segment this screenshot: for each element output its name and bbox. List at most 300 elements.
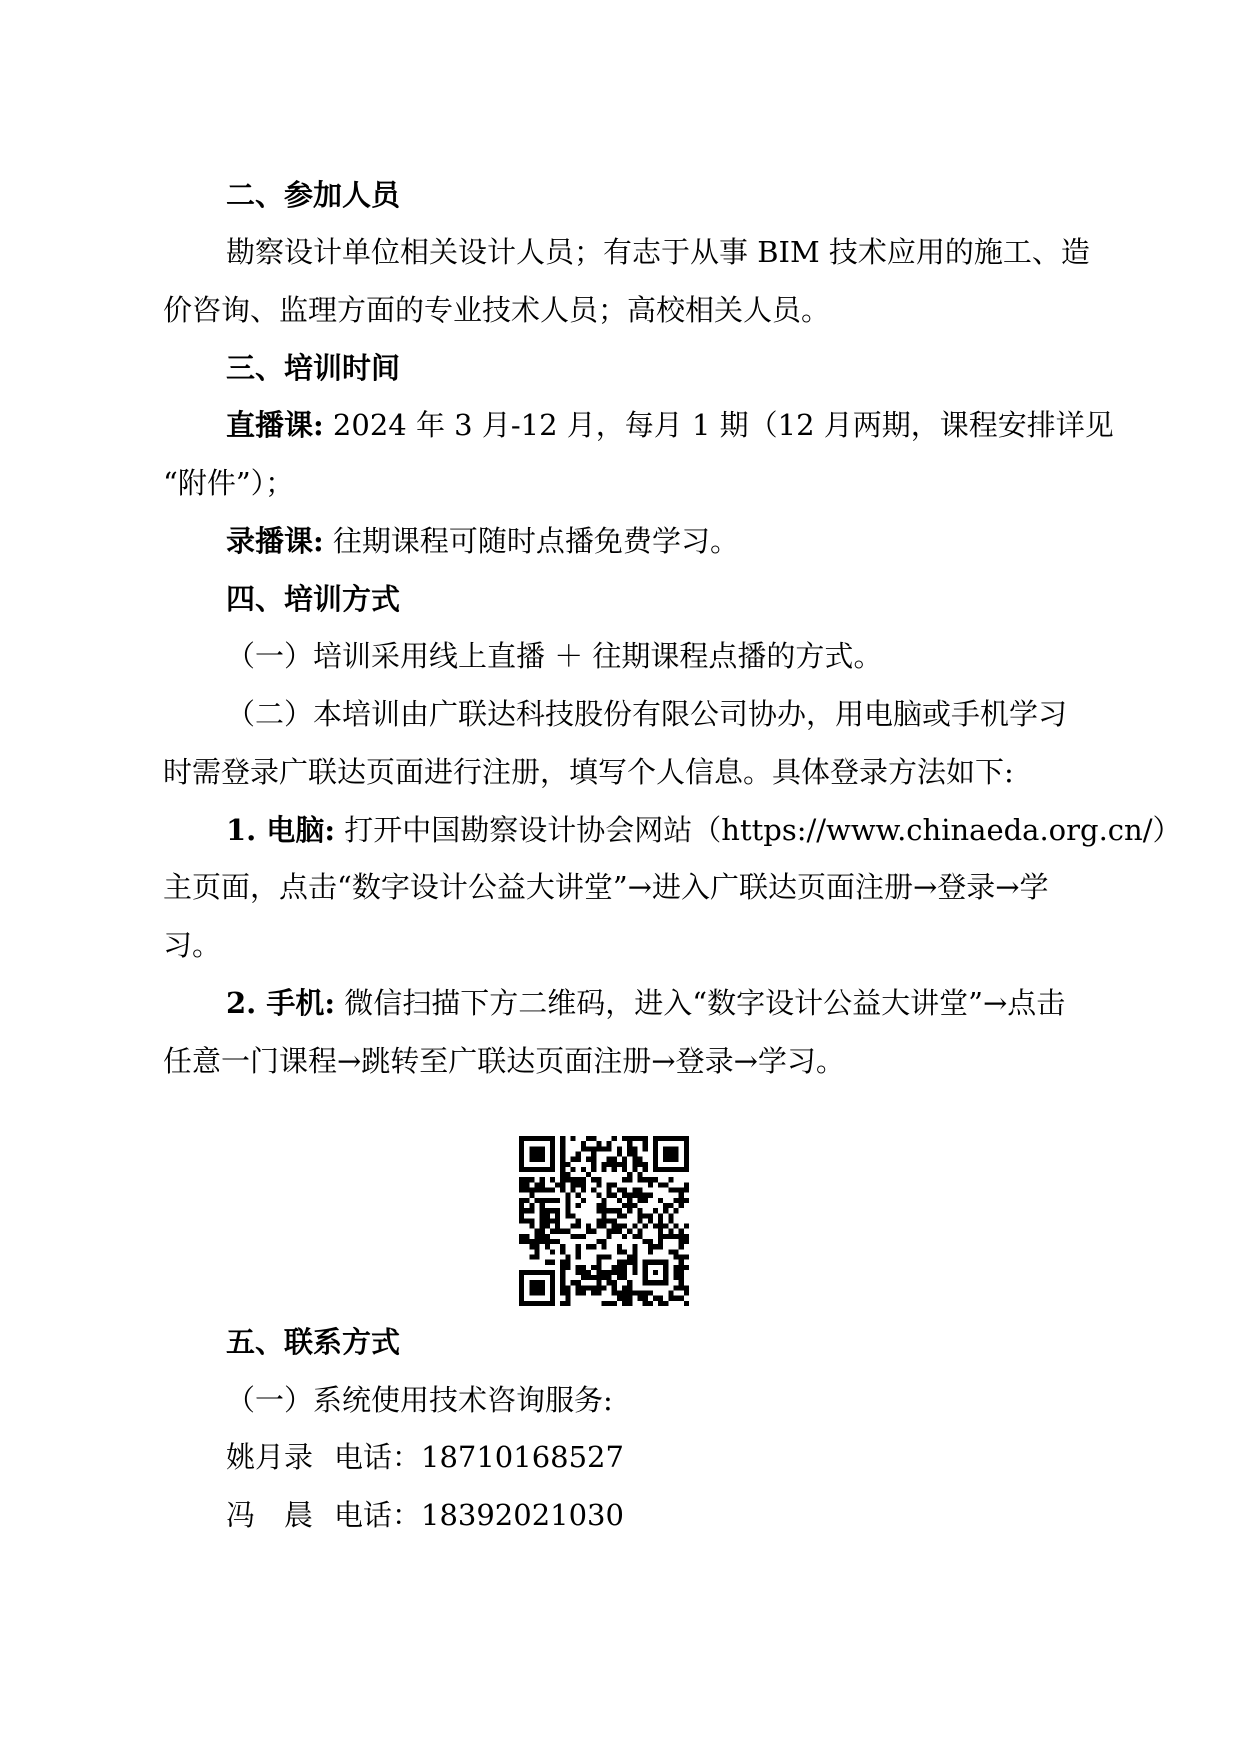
qr-module: [565, 1265, 570, 1270]
qr-module: [565, 1301, 570, 1306]
qr-module: [576, 1193, 581, 1198]
contact-phone: 电话：18710168527: [334, 1440, 624, 1474]
qr-module: [684, 1198, 689, 1203]
qr-module: [565, 1254, 570, 1259]
qr-module: [607, 1162, 612, 1167]
qr-module: [540, 1203, 545, 1208]
qr-module: [591, 1285, 596, 1290]
qr-module: [637, 1177, 642, 1182]
qr-module: [555, 1213, 560, 1218]
qr-module: [591, 1244, 596, 1249]
qr-module: [637, 1291, 642, 1296]
mobile-instructions-line1: [226, 983, 1065, 1023]
qr-module: [674, 1296, 679, 1301]
qr-module: [596, 1203, 601, 1208]
qr-module: [622, 1193, 627, 1198]
qr-module: [668, 1213, 673, 1218]
qr-module: [679, 1229, 684, 1234]
qr-code: [519, 1136, 689, 1306]
qr-module: [674, 1265, 679, 1270]
qr-module: [560, 1162, 565, 1167]
qr-module: [607, 1280, 612, 1285]
qr-module: [586, 1172, 591, 1177]
qr-module: [627, 1291, 632, 1296]
qr-module: [637, 1188, 642, 1193]
qr-module: [519, 1188, 524, 1193]
qr-module: [627, 1193, 632, 1198]
qr-module: [612, 1265, 617, 1270]
qr-module: [622, 1270, 627, 1275]
qr-module: [607, 1193, 612, 1198]
qr-module: [545, 1213, 550, 1218]
qr-module: [534, 1254, 539, 1259]
qr-module: [617, 1296, 622, 1301]
qr-module: [601, 1208, 606, 1213]
qr-module: [632, 1270, 637, 1275]
qr-module: [560, 1172, 565, 1177]
qr-module: [622, 1188, 627, 1193]
qr-module: [571, 1280, 576, 1285]
qr-module: [601, 1224, 606, 1229]
qr-module: [591, 1229, 596, 1234]
qr-module: [663, 1301, 668, 1306]
qr-module: [581, 1291, 586, 1296]
qr-module: [601, 1146, 606, 1151]
qr-module: [529, 1244, 534, 1249]
qr-module: [540, 1213, 545, 1218]
qr-module: [534, 1229, 539, 1234]
qr-module: [622, 1167, 627, 1172]
qr-module: [540, 1229, 545, 1234]
qr-module: [627, 1177, 632, 1182]
qr-module: [658, 1218, 663, 1223]
qr-module: [612, 1285, 617, 1290]
qr-module: [596, 1260, 601, 1265]
qr-module: [555, 1218, 560, 1223]
qr-module: [545, 1188, 550, 1193]
qr-module: [627, 1301, 632, 1306]
qr-module: [540, 1182, 545, 1187]
qr-module: [607, 1229, 612, 1234]
qr-module: [571, 1188, 576, 1193]
qr-module: [637, 1136, 642, 1141]
qr-module: [601, 1203, 606, 1208]
qr-module: [591, 1265, 596, 1270]
qr-module: [581, 1146, 586, 1151]
qr-module: [653, 1244, 658, 1249]
qr-module: [679, 1254, 684, 1259]
qr-module: [560, 1260, 565, 1265]
qr-module: [658, 1234, 663, 1239]
qr-module: [560, 1301, 565, 1306]
qr-module: [607, 1141, 612, 1146]
qr-module: [679, 1203, 684, 1208]
qr-module: [591, 1146, 596, 1151]
qr-module: [627, 1229, 632, 1234]
qr-module: [581, 1141, 586, 1146]
qr-module: [684, 1234, 689, 1239]
qr-module: [596, 1141, 601, 1146]
qr-module: [529, 1208, 534, 1213]
qr-module: [534, 1182, 539, 1187]
qr-module: [617, 1244, 622, 1249]
qr-module: [663, 1234, 668, 1239]
qr-module: [545, 1244, 550, 1249]
contact-phone: 电话：18392021030: [334, 1498, 624, 1532]
qr-module: [632, 1193, 637, 1198]
qr-module: [637, 1157, 642, 1162]
qr-module: [555, 1229, 560, 1234]
qr-module: [519, 1198, 524, 1203]
qr-module: [653, 1177, 658, 1182]
qr-module: [545, 1234, 550, 1239]
qr-module: [591, 1167, 596, 1172]
qr-module: [519, 1177, 524, 1182]
qr-module: [617, 1270, 622, 1275]
qr-module: [679, 1244, 684, 1249]
qr-module: [540, 1234, 545, 1239]
qr-module: [617, 1275, 622, 1280]
qr-module: [612, 1193, 617, 1198]
qr-module: [674, 1198, 679, 1203]
qr-module: [560, 1136, 565, 1141]
qr-module: [648, 1301, 653, 1306]
qr-module: [581, 1270, 586, 1275]
recorded-course-label: 录播课:: [226, 524, 324, 558]
qr-module: [684, 1224, 689, 1229]
qr-module: [632, 1162, 637, 1167]
qr-module: [576, 1265, 581, 1270]
qr-module: [576, 1244, 581, 1249]
recorded-course-text: 往期课程可随时点播免费学习。: [323, 524, 739, 558]
qr-module: [540, 1218, 545, 1223]
qr-module: [591, 1291, 596, 1296]
qr-module: [679, 1285, 684, 1290]
qr-module: [601, 1218, 606, 1223]
qr-module: [648, 1182, 653, 1187]
qr-module: [612, 1229, 617, 1234]
qr-module: [571, 1177, 576, 1182]
qr-module: [524, 1218, 529, 1223]
qr-module: [581, 1285, 586, 1290]
mobile-instructions-line2: 任意一门课程→跳转至广联达页面注册→登录→学习。: [163, 1044, 845, 1078]
qr-module: [571, 1157, 576, 1162]
qr-module: [658, 1213, 663, 1218]
qr-module: [617, 1188, 622, 1193]
qr-module: [565, 1203, 570, 1208]
qr-module: [581, 1275, 586, 1280]
qr-module: [637, 1162, 642, 1167]
qr-module: [524, 1239, 529, 1244]
qr-module: [684, 1285, 689, 1290]
qr-module: [612, 1270, 617, 1275]
qr-module: [632, 1249, 637, 1254]
qr-module: [571, 1136, 576, 1141]
qr-module: [612, 1182, 617, 1187]
method-item-2-line1: （二）本培训由广联达科技股份有限公司协办，用电脑或手机学习: [226, 697, 1068, 731]
qr-module: [627, 1280, 632, 1285]
qr-module: [684, 1182, 689, 1187]
qr-module: [627, 1203, 632, 1208]
qr-module: [534, 1249, 539, 1254]
qr-module: [679, 1270, 684, 1275]
qr-finder-top-right: [653, 1136, 689, 1172]
qr-module: [540, 1177, 545, 1182]
qr-module: [607, 1182, 612, 1187]
qr-module: [560, 1182, 565, 1187]
qr-module: [524, 1234, 529, 1239]
qr-module: [550, 1218, 555, 1223]
qr-module: [540, 1239, 545, 1244]
qr-module: [679, 1296, 684, 1301]
qr-module: [581, 1182, 586, 1187]
qr-module: [653, 1224, 658, 1229]
qr-module: [632, 1244, 637, 1249]
qr-module: [622, 1224, 627, 1229]
qr-module: [622, 1203, 627, 1208]
qr-module: [529, 1218, 534, 1223]
qr-module: [674, 1188, 679, 1193]
qr-finder-bottom-left: [519, 1270, 555, 1306]
qr-module: [679, 1239, 684, 1244]
qr-module: [627, 1172, 632, 1177]
qr-module: [643, 1167, 648, 1172]
qr-module: [601, 1270, 606, 1275]
qr-module: [596, 1280, 601, 1285]
qr-module: [674, 1285, 679, 1290]
qr-module: [565, 1172, 570, 1177]
qr-module: [648, 1213, 653, 1218]
qr-module: [565, 1198, 570, 1203]
qr-module: [560, 1275, 565, 1280]
qr-module: [643, 1239, 648, 1244]
qr-module: [586, 1146, 591, 1151]
qr-module: [524, 1182, 529, 1187]
qr-module: [540, 1224, 545, 1229]
qr-module: [540, 1198, 545, 1203]
qr-module: [643, 1177, 648, 1182]
qr-module: [555, 1224, 560, 1229]
qr-module: [684, 1239, 689, 1244]
qr-module: [674, 1234, 679, 1239]
qr-module: [632, 1254, 637, 1259]
qr-module: [632, 1136, 637, 1141]
qr-module: [674, 1249, 679, 1254]
qr-module: [622, 1249, 627, 1254]
qr-module: [607, 1275, 612, 1280]
qr-module: [668, 1234, 673, 1239]
qr-module: [560, 1265, 565, 1270]
qr-module: [668, 1229, 673, 1234]
qr-module: [617, 1224, 622, 1229]
qr-module: [545, 1224, 550, 1229]
qr-module: [560, 1229, 565, 1234]
qr-module: [643, 1146, 648, 1151]
qr-module: [668, 1177, 673, 1182]
qr-module: [679, 1260, 684, 1265]
qr-module: [627, 1260, 632, 1265]
qr-module: [632, 1260, 637, 1265]
qr-module: [658, 1244, 663, 1249]
qr-module: [607, 1234, 612, 1239]
qr-module: [617, 1208, 622, 1213]
qr-module: [596, 1193, 601, 1198]
qr-module: [560, 1188, 565, 1193]
qr-module: [560, 1270, 565, 1275]
qr-module: [653, 1296, 658, 1301]
qr-module: [658, 1301, 663, 1306]
qr-module: [519, 1182, 524, 1187]
qr-module: [617, 1229, 622, 1234]
qr-module: [643, 1136, 648, 1141]
qr-module: [617, 1146, 622, 1151]
qr-module: [612, 1224, 617, 1229]
qr-module: [627, 1146, 632, 1151]
qr-module: [571, 1224, 576, 1229]
qr-module: [643, 1162, 648, 1167]
qr-module: [560, 1249, 565, 1254]
qr-module: [612, 1218, 617, 1223]
qr-module: [576, 1270, 581, 1275]
qr-module: [529, 1188, 534, 1193]
qr-module: [576, 1203, 581, 1208]
mobile-text: 微信扫描下方二维码，进入“数字设计公益大讲堂”→点击: [335, 986, 1066, 1020]
qr-module: [576, 1151, 581, 1156]
qr-module: [524, 1188, 529, 1193]
qr-module: [612, 1291, 617, 1296]
qr-module: [555, 1198, 560, 1203]
qr-module: [637, 1198, 642, 1203]
qr-module: [663, 1203, 668, 1208]
qr-module: [637, 1234, 642, 1239]
qr-module: [668, 1188, 673, 1193]
qr-module: [622, 1234, 627, 1239]
qr-module: [627, 1141, 632, 1146]
qr-module: [534, 1244, 539, 1249]
qr-module: [601, 1239, 606, 1244]
qr-module: [565, 1177, 570, 1182]
qr-module: [617, 1162, 622, 1167]
qr-module: [612, 1162, 617, 1167]
qr-module: [550, 1260, 555, 1265]
qr-module: [622, 1136, 627, 1141]
qr-module: [622, 1291, 627, 1296]
qr-module: [627, 1198, 632, 1203]
method-item-2-line2: 时需登录广联达页面进行注册，填写个人信息。具体登录方法如下:: [163, 755, 1014, 789]
qr-module: [576, 1218, 581, 1223]
qr-module: [591, 1157, 596, 1162]
qr-module: [627, 1254, 632, 1259]
qr-module: [586, 1275, 591, 1280]
qr-module: [627, 1296, 632, 1301]
qr-module: [607, 1301, 612, 1306]
paragraph-line: 价咨询、监理方面的专业技术人员；高校相关人员。: [163, 293, 831, 327]
qr-module: [571, 1234, 576, 1239]
qr-module: [632, 1234, 637, 1239]
qr-module: [612, 1280, 617, 1285]
qr-module: [648, 1177, 653, 1182]
qr-module: [596, 1265, 601, 1270]
qr-module: [601, 1244, 606, 1249]
qr-module: [637, 1296, 642, 1301]
qr-module: [663, 1208, 668, 1213]
qr-module: [591, 1151, 596, 1156]
qr-module: [674, 1208, 679, 1213]
mobile-label: 2. 手机:: [226, 986, 336, 1020]
qr-module: [632, 1188, 637, 1193]
qr-module: [632, 1146, 637, 1151]
qr-module: [555, 1239, 560, 1244]
paragraph-line: “附件”）；: [163, 466, 295, 500]
qr-module: [607, 1157, 612, 1162]
qr-module: [658, 1182, 663, 1187]
qr-module: [519, 1234, 524, 1239]
qr-module: [534, 1188, 539, 1193]
qr-module: [591, 1275, 596, 1280]
qr-module: [519, 1218, 524, 1223]
qr-module: [596, 1285, 601, 1290]
qr-module: [658, 1239, 663, 1244]
qr-module: [601, 1167, 606, 1172]
qr-finder-top-left: [519, 1136, 555, 1172]
qr-module: [550, 1188, 555, 1193]
section-heading-time: 三、培训时间: [226, 351, 401, 385]
qr-module: [663, 1182, 668, 1187]
live-course-text: 2024 年 3 月-12 月，每月 1 期（12 月两期，课程安排详见: [323, 408, 1114, 442]
qr-module: [519, 1208, 524, 1213]
qr-module: [586, 1270, 591, 1275]
qr-module: [560, 1167, 565, 1172]
qr-module: [622, 1296, 627, 1301]
qr-module: [632, 1167, 637, 1172]
pc-instructions-line2: 主页面，点击“数字设计公益大讲堂”→进入广联达页面注册→登录→学: [163, 870, 1049, 904]
qr-module: [648, 1291, 653, 1296]
qr-module: [571, 1167, 576, 1172]
qr-module: [617, 1151, 622, 1156]
qr-module: [648, 1244, 653, 1249]
qr-module: [679, 1275, 684, 1280]
qr-module: [668, 1291, 673, 1296]
qr-module: [529, 1254, 534, 1259]
qr-module: [612, 1136, 617, 1141]
pc-text: 打开中国勘察设计协会网站（https://www.chinaeda.org.cn/）: [335, 813, 1182, 847]
qr-module: [565, 1193, 570, 1198]
qr-module: [576, 1157, 581, 1162]
qr-module: [534, 1234, 539, 1239]
qr-module: [576, 1254, 581, 1259]
qr-module: [581, 1234, 586, 1239]
qr-module: [674, 1254, 679, 1259]
qr-module: [617, 1249, 622, 1254]
section-heading-method: 四、培训方式: [226, 582, 401, 616]
contact-row: [226, 1495, 624, 1535]
qr-module: [596, 1270, 601, 1275]
qr-module: [576, 1280, 581, 1285]
qr-module: [540, 1188, 545, 1193]
qr-module: [607, 1208, 612, 1213]
qr-module: [601, 1198, 606, 1203]
qr-module: [565, 1291, 570, 1296]
qr-module: [617, 1198, 622, 1203]
qr-module: [648, 1249, 653, 1254]
qr-module: [601, 1162, 606, 1167]
qr-module: [674, 1224, 679, 1229]
recorded-course-line: [226, 521, 739, 561]
qr-module: [674, 1270, 679, 1275]
qr-module: [534, 1239, 539, 1244]
qr-module: [591, 1177, 596, 1182]
qr-module: [576, 1224, 581, 1229]
